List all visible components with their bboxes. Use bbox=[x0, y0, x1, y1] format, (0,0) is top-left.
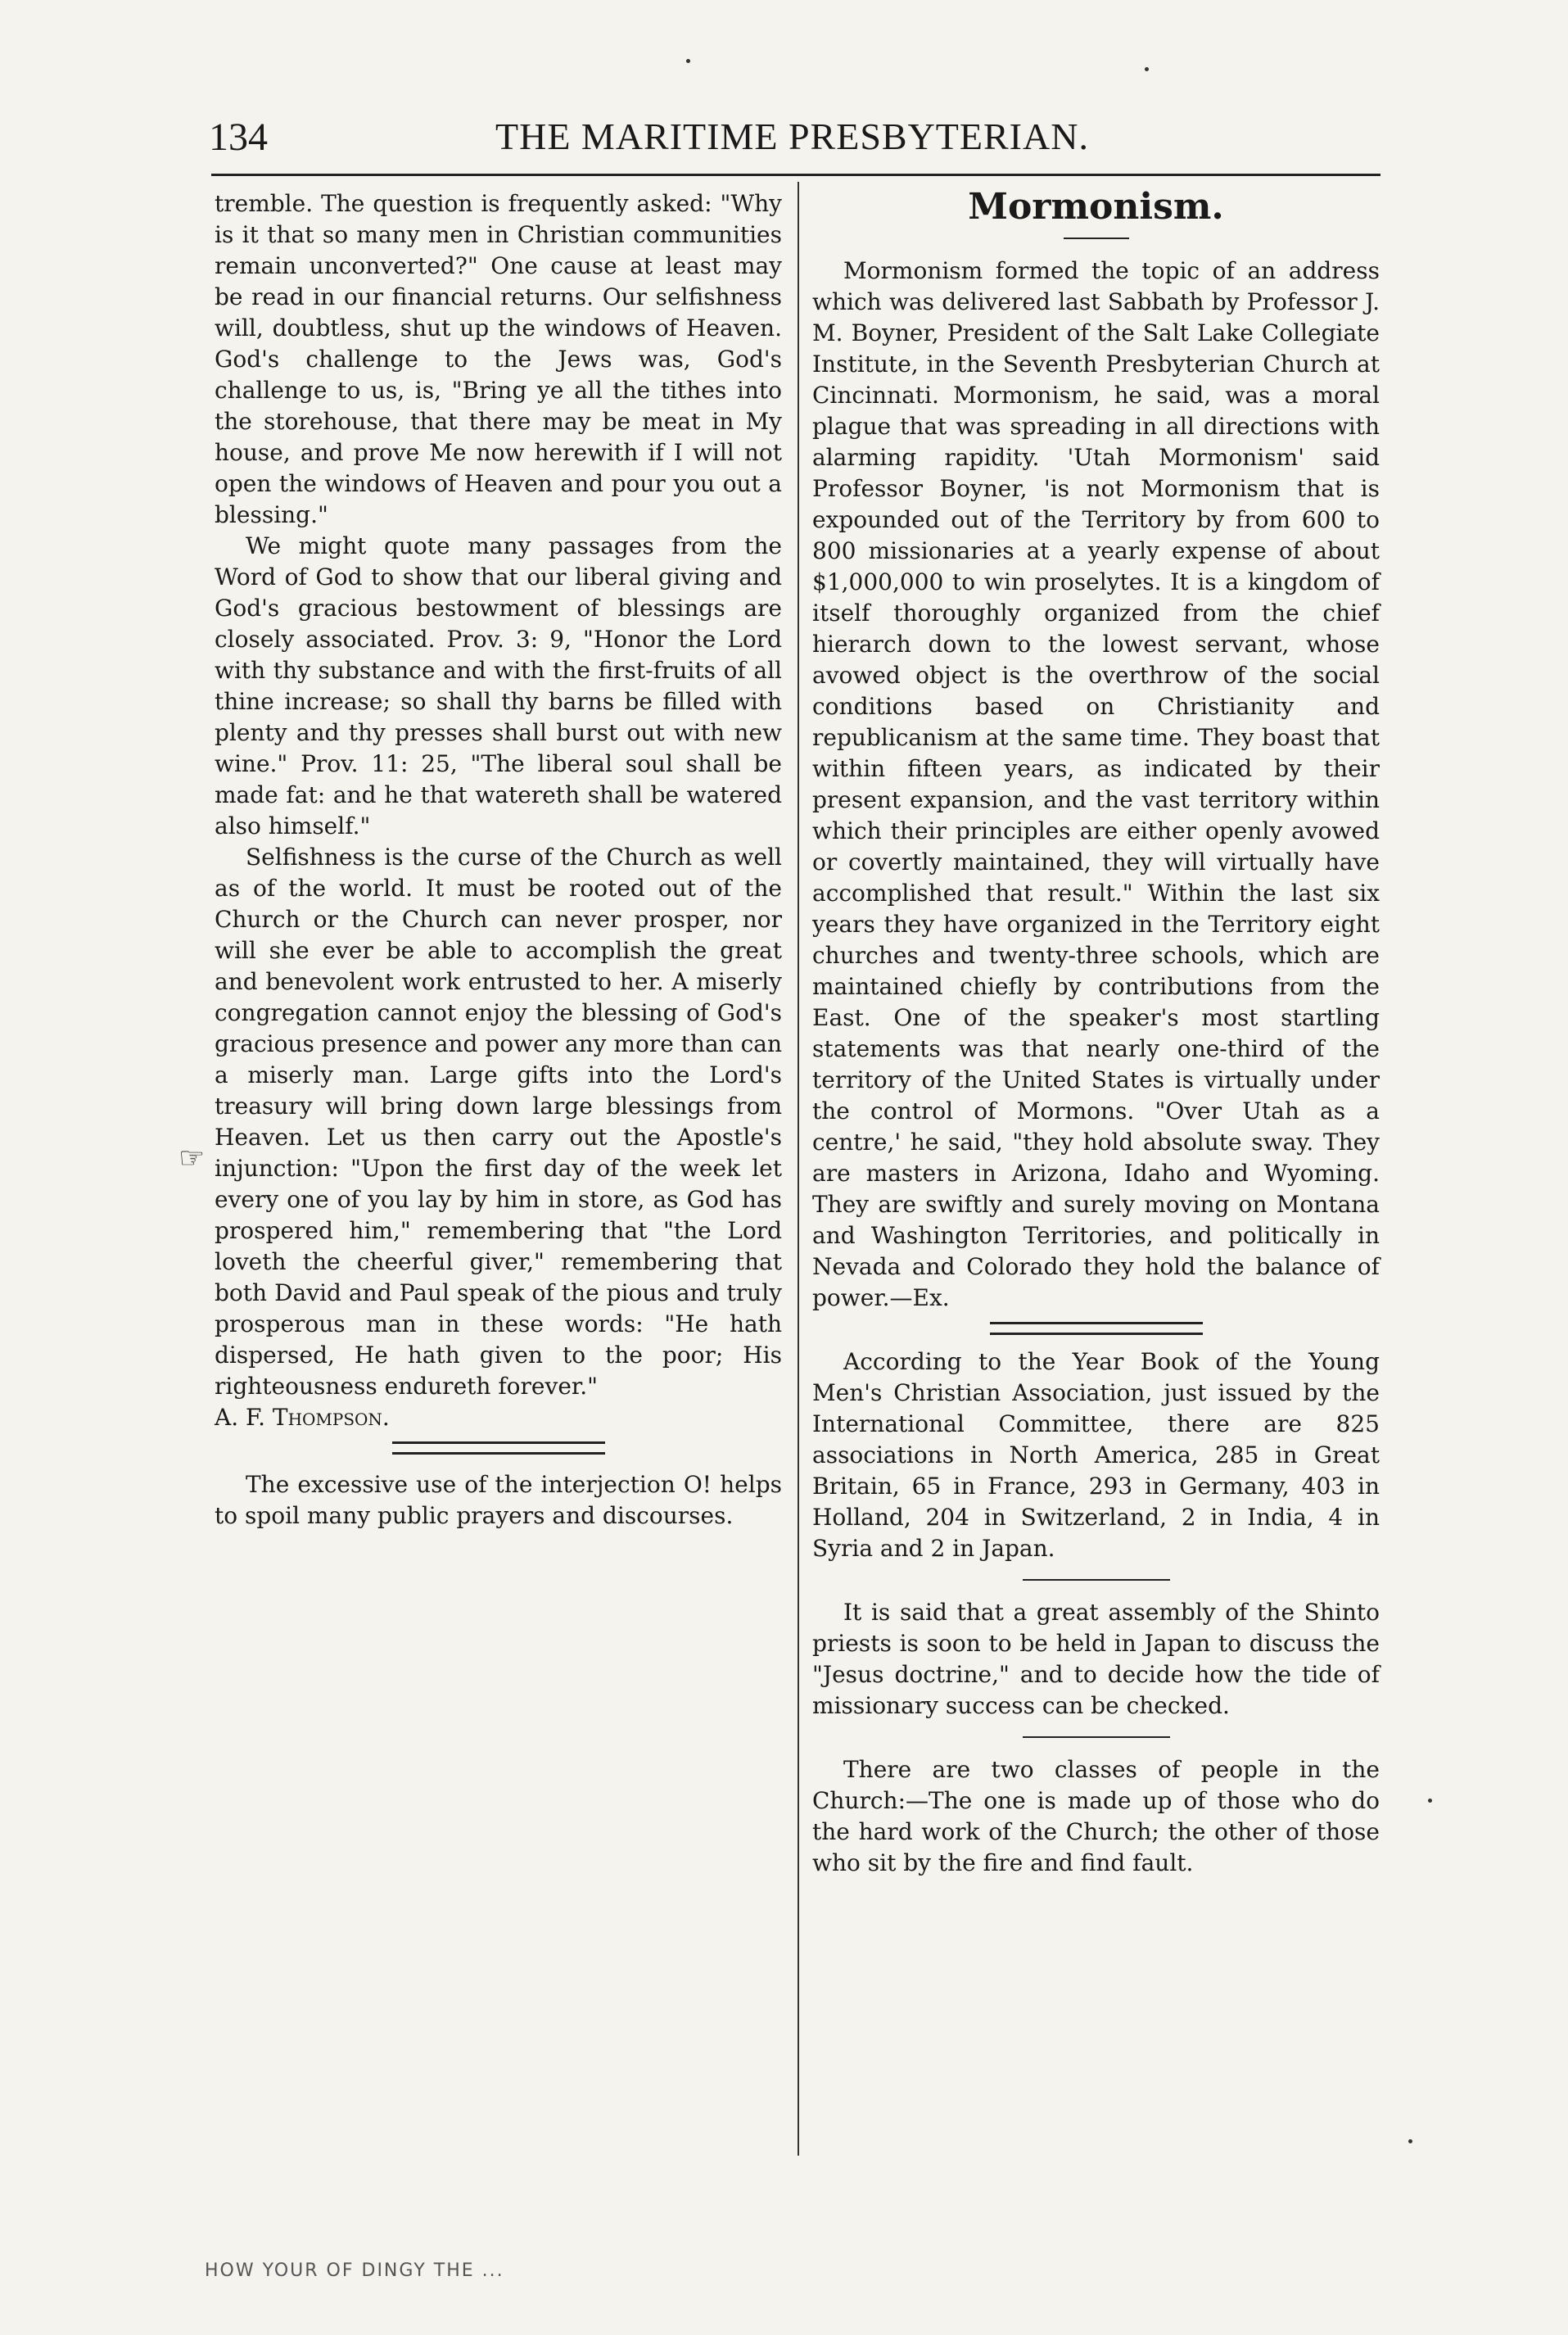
left-paragraph-3: Selfishness is the curse of the Church as well as of the world. It must be rooted out of the Church or the Church can never prosper, nor will she ever be able to accomplish the great and benevolent work entrusted to her. A miserly congregation cannot enjoy the blessing of God's gracious presence and power any more than can a miserly man. Large gifts into the Lord's treasury will bring down large blessings from Heaven. Let us then carry out the Apostle's injunction: "Upon the first day of the week let every one of you lay by him in store, as God has prospered him," remembering that "the Lord loveth the cheerful giver," remembering that both David and Paul speak of the pious and truly prosperous man in these words: "He hath dispersed, He hath given to the poor; His righteousness endureth forever." bbox=[215, 844, 782, 1400]
right-paragraph-1: Mormonism formed the topic of an address which was delivered last Sabbath by Professor J. M. Boyner, President of the Salt Lake Collegiate Institute, in the Seventh Presbyterian Church at Cincinnati. Mormonism, he said, was a moral plague that was spreading in all directions with alarming rapidity. 'Utah Mormonism' said Professor Boyner, 'is not Mormonism that is expounded out of the Territory by from 600 to 800 missionaries at a yearly expense of about $1,000,000 to win proselytes. It is a kingdom of itself thoroughly organized from the chief hierarch down to the lowest servant, whose avowed object is the overthrow of the social conditions based on Christianity and republicanism at the same time. They boast that within fifteen years, as indicated by their present expansion, and the vast territory within which their principles are either openly avowed or covertly maintained, they will virtually have accomplished that result." Within the last six years they have organized in the Territory eight churches and twenty-three schools, which are maintained chiefly by contributions from the East. One of the speaker's most startling statements was that nearly one-third of the territory of the United States is virtually under the control of Mormons. "Over Utah as a centre,' he said, "they hold absolute sway. They are masters in Arizona, Idaho and Wyoming. They are swiftly and surely moving on Montana and Washington Territories, and politically in Nevada and Colorado they hold the balance of power.—Ex. bbox=[812, 257, 1380, 1311]
section-divider bbox=[392, 1441, 605, 1455]
left-paragraph-1: tremble. The question is frequently asked: "Why is it that so many men in Christian communities remain unconverted?" One cause at least may be read in our financial returns. Our selfishness will, doubtless, shut up the windows of Heaven. God's challenge to the Jews was, God's challenge to us, is, "Bring ye all the tithes into the storehouse, that there may be meat in My house, and prove Me now herewith if I will not open the windows of Heaven and pour you out a blessing." bbox=[215, 190, 782, 528]
left-column bbox=[215, 188, 782, 1532]
article-signature: A. F. Thompson. bbox=[215, 1404, 390, 1431]
right-paragraph-4: There are two classes of people in the Church:—The one is made up of those who do the hard work of the Church; the other of those who sit by the fire and find fault. bbox=[812, 1756, 1380, 1876]
article-title: Mormonism. bbox=[968, 186, 1224, 228]
page-header bbox=[209, 108, 1380, 174]
section-rule bbox=[1023, 1579, 1170, 1581]
right-column bbox=[812, 188, 1380, 1879]
footer-bleed-text: HOW YOUR OF DINGY THE ... bbox=[205, 2260, 504, 2281]
title-rule bbox=[1064, 238, 1129, 239]
speck bbox=[1408, 2139, 1412, 2143]
left-paragraph-4: The excessive use of the interjection O! helps to spoil many public prayers and discourses. bbox=[215, 1471, 782, 1529]
column-divider bbox=[798, 182, 799, 2156]
header-rule bbox=[211, 174, 1380, 176]
journal-title: THE MARITIME PRESBYTERIAN. bbox=[495, 115, 1089, 157]
speck bbox=[686, 59, 690, 63]
margin-mark-icon: ☞ bbox=[178, 1142, 206, 1175]
speck bbox=[1428, 1799, 1432, 1803]
section-divider bbox=[990, 1322, 1203, 1335]
page-number: 134 bbox=[209, 115, 268, 159]
right-paragraph-3: It is said that a great assembly of the Shinto priests is soon to be held in Japan to discuss the "Jesus doctrine," and to decide how the tide of missionary success can be checked. bbox=[812, 1599, 1380, 1719]
left-paragraph-2: We might quote many passages from the Word of God to show that our liberal giving and God's gracious bestowment of blessings are closely associated. Prov. 3: 9, "Honor the Lord with thy substance and with the first-fruits of all thine increase; so shall thy barns be filled with plenty and thy presses shall burst out with new wine." Prov. 11: 25, "The liberal soul shall be made fat: and he that watereth shall be watered also himself." bbox=[215, 532, 782, 839]
speck bbox=[1145, 67, 1149, 71]
right-paragraph-2: According to the Year Book of the Young Men's Christian Association, just issued by the International Committee, there are 825 associations in North America, 285 in Great Britain, 65 in France, 293 in Germany, 403 in Holland, 204 in Switzerland, 2 in India, 4 in Syria and 2 in Japan. bbox=[812, 1348, 1380, 1562]
section-rule bbox=[1023, 1736, 1170, 1738]
